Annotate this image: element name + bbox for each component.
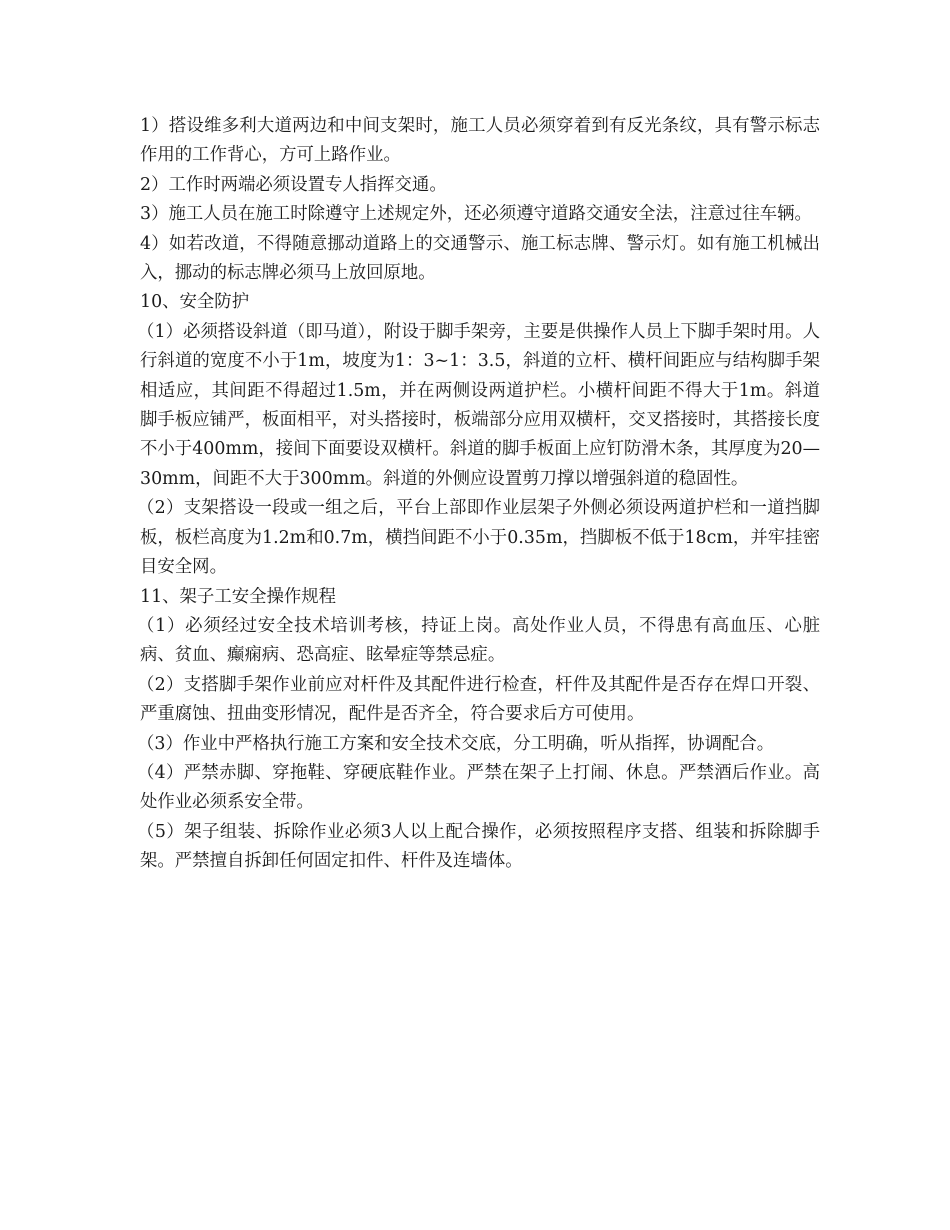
paragraph-item-2: 2）工作时两端必须设置专人指挥交通。 xyxy=(140,174,447,195)
paragraph-safety-2: （2）支架搭设一段或一组之后，平台上部即作业层架子外侧必须设两道护栏和一道挡脚板，板栏高度为1.2m和0.7m，横挡间距不小于0.35m，挡脚板不低于18cm，并牢挂密目安全网。 xyxy=(137,498,820,578)
paragraph-item-1: 1）搭设维多利大道两边和中间支架时，施工人员必须穿着到有反光条纹，具有警示标志作用的工作背心，方可上路作业。 xyxy=(140,116,820,166)
paragraph-safety-1: （1）必须搭设斜道（即马道），附设于脚手架旁，主要是供操作人员上下脚手架时用。人行斜道的宽度不小于1m，坡度为1：3~1：3.5，斜道的立杆、横杆间距应与结构脚手架相适应，其间距不得超过1.5m，并在两侧设两道护栏。小横杆间距不得大于1m。斜道脚手板应铺严，板面相平，对头搭接时，板端部分应用双横杆，交叉搭接时，其搭接长度不小于400mm，接间下面要设双横杆。斜道的脚手板面上应钉防滑木条，其厚度为20—30mm，间距不大于300mm。斜道的外侧应设置剪刀撑以增强斜道的稳固性。 xyxy=(137,321,820,489)
paragraph-rule-5: （5）架子组装、拆除作业必须3人以上配合操作，必须按照程序支搭、组装和拆除脚手架。严禁擅自拆卸任何固定扣件、杆件及连墙体。 xyxy=(137,821,820,872)
paragraph-rule-1: （1）必须经过安全技术培训考核，持证上岗。高处作业人员，不得患有高血压、心脏病、贫血、癫痫病、恐高症、眩晕症等禁忌症。 xyxy=(137,615,820,666)
paragraph-rule-3: （3）作业中严格执行施工方案和安全技术交底，分工明确，听从指挥，协调配合。 xyxy=(137,733,775,754)
document-body xyxy=(137,112,820,877)
paragraph-item-4: 4）如若改道，不得随意挪动道路上的交通警示、施工标志牌、警示灯。如有施工机械出入，挪动的标志牌必须马上放回原地。 xyxy=(140,233,820,284)
paragraph-rule-2: （2）支搭脚手架作业前应对杆件及其配件进行检查，杆件及其配件是否存在焊口开裂、严重腐蚀、扭曲变形情况，配件是否齐全，符合要求后方可使用。 xyxy=(137,674,820,725)
paragraph-item-3: 3）施工人员在施工时除遵守上述规定外，还必须遵守道路交通安全法，注意过往车辆。 xyxy=(140,204,812,225)
section-heading-11: 11、架子工安全操作规程 xyxy=(140,586,337,607)
section-heading-10: 10、安全防护 xyxy=(140,292,250,313)
paragraph-rule-4: （4）严禁赤脚、穿拖鞋、穿硬底鞋作业。严禁在架子上打闹、休息。严禁酒后作业。高处作业必须系安全带。 xyxy=(137,762,820,813)
